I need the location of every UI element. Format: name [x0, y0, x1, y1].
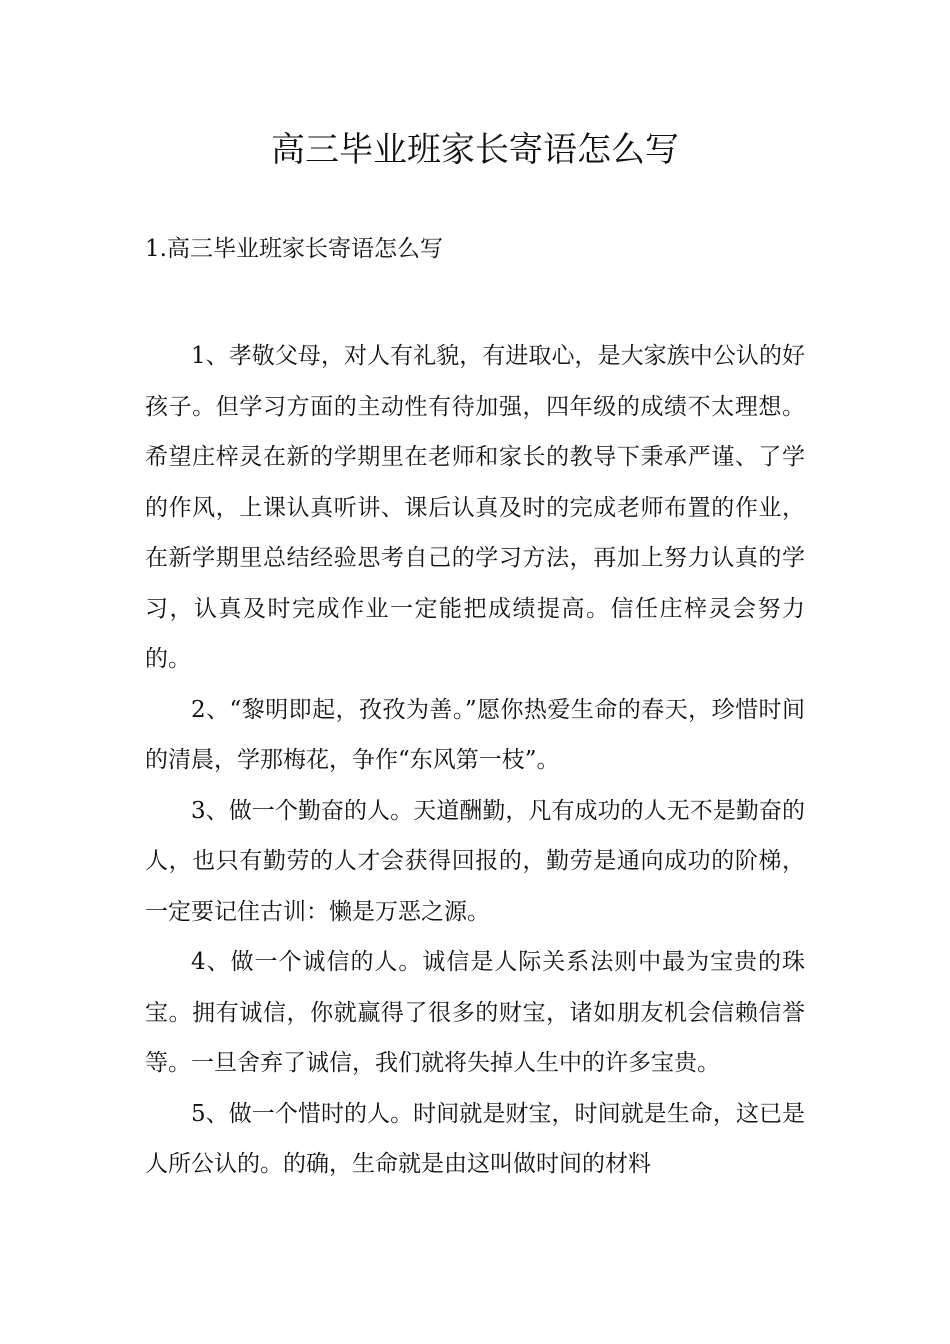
document-title: 高三毕业班家长寄语怎么写 [271, 130, 679, 170]
paragraph-2: 2、“黎明即起，孜孜为善。”愿你热爱生命的春天，珍惜时间的清晨，学那梅花，争作“东风第一枝”。 [145, 696, 805, 773]
paragraph-3: 3、做一个勤奋的人。天道酬勤，凡有成功的人无不是勤奋的人，也只有勤劳的人才会获得回报的，勤劳是通向成功的阶梯，一定要记住古训：懒是万恶之源。 [145, 797, 805, 925]
document-body [145, 331, 805, 1190]
paragraph-4: 4、做一个诚信的人。诚信是人际关系法则中最为宝贵的珠宝。拥有诚信，你就赢得了很多的财宝，诸如朋友机会信赖信誉等。一旦舍弃了诚信，我们就将失掉人生中的许多宝贵。 [145, 949, 805, 1076]
paragraph-1: 1、孝敬父母，对人有礼貌，有进取心，是大家族中公认的好孩子。但学习方面的主动性有待加强，四年级的成绩不太理想。希望庄梓灵在新的学期里在老师和家长的教导下秉承严谨、了学的作风，上课认真听讲、课后认真及时的完成老师布置的作业，在新学期里总结经验思考自己的学习方法，再加上努力认真的学习，认真及时完成作业一定能把成绩提高。信任庄梓灵会努力的。 [145, 343, 805, 672]
paragraph-5: 5、做一个惜时的人。时间就是财宝，时间就是生命，这已是人所公认的。的确，生命就是由这叫做时间的材料 [145, 1100, 805, 1177]
section-heading: 1.高三毕业班家长寄语怎么写 [145, 236, 443, 262]
